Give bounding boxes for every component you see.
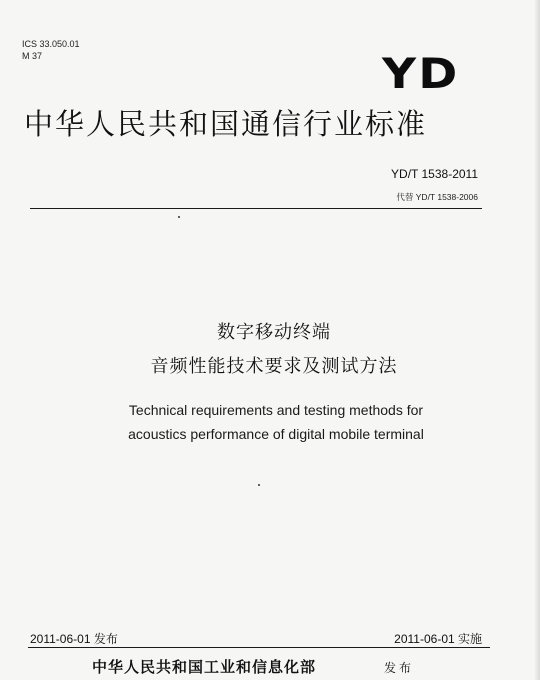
yd-logo: YD (382, 49, 460, 98)
title-en-line-2: acoustics performance of digital mobile terminal (128, 426, 424, 442)
title-en-line-1: Technical requirements and testing methods for (128, 402, 424, 418)
scan-speck (178, 216, 180, 218)
publish-label: 发布 (384, 661, 415, 675)
title-cn-line-2: 音频性能技术要求及测试方法 (150, 356, 398, 377)
ccs-code: M 37 (22, 51, 43, 61)
publisher-name: 中华人民共和国工业和信息化部 (92, 658, 317, 676)
main-title: 中华人民共和国通信行业标准 (24, 107, 428, 141)
standard-number: YD/T 1538-2011 (391, 167, 478, 181)
header-divider (30, 208, 482, 209)
replaces-standard: 代替 YD/T 1538-2006 (396, 192, 478, 202)
ics-code: ICS 33.050.01 (22, 39, 80, 49)
scan-speck (258, 484, 260, 486)
classification-codes (22, 38, 80, 62)
implement-date: 2011-06-01 实施 (394, 632, 482, 646)
footer-divider (28, 647, 490, 648)
title-cn-line-1: 数字移动终端 (217, 322, 331, 343)
publish-date: 2011-06-01 发布 (30, 632, 118, 646)
